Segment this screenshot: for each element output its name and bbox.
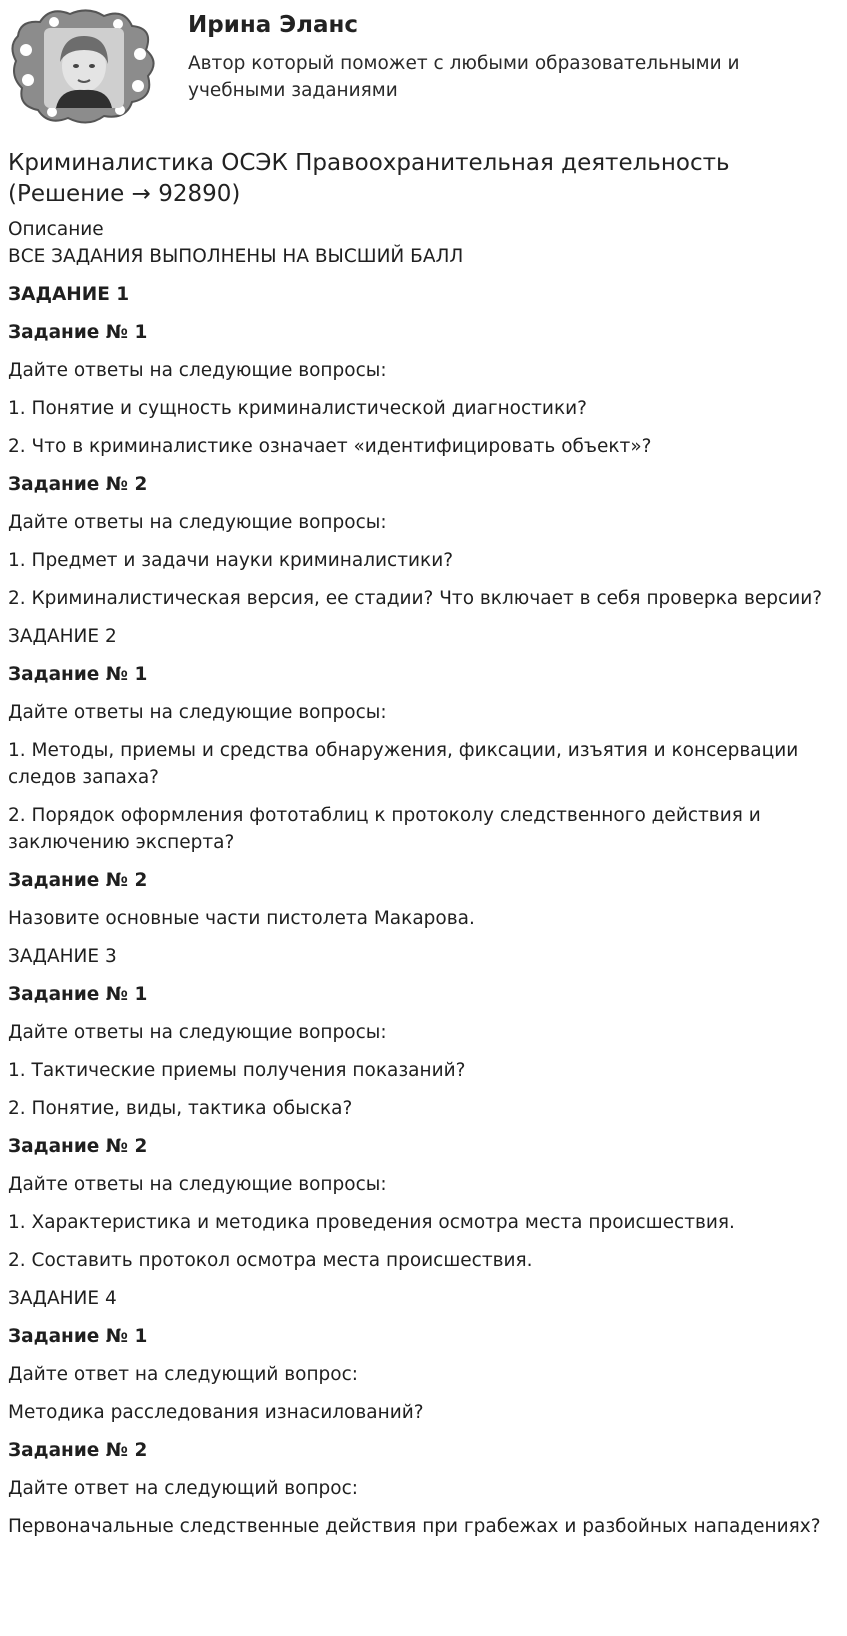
description-line: 1. Характеристика и методика проведения осмотра места происшествия. [8,1212,735,1233]
task-heading: ЗАДАНИЕ 1 [8,284,130,305]
description-line: Методика расследования изнасилований? [8,1402,424,1423]
description-line: Дайте ответы на следующие вопросы: [8,702,387,723]
description-line: 2. Криминалистическая версия, ее стадии? Что включает в себя проверка версии? [8,588,823,609]
description-line: 1. Предмет и задачи науки криминалистики? [8,550,454,571]
task-heading: Задание № 2 [8,1440,148,1461]
task-heading: Задание № 2 [8,1136,148,1157]
description-line: 2. Понятие, виды, тактика обыска? [8,1098,353,1119]
author-card [8,0,830,138]
task-heading: Задание № 2 [8,870,148,891]
description-line: 1. Тактические приемы получения показаний? [8,1060,466,1081]
author-description: Автор который поможет с любыми образовательными и учебными заданиями [188,53,740,101]
description-line: ЗАДАНИЕ 4 [8,1288,117,1309]
description-line: Дайте ответы на следующие вопросы: [8,1174,387,1195]
description-line: 2. Порядок оформления фототаблиц к протоколу следственного действия и заключению эксперта? [8,805,761,853]
description-line: 1. Понятие и сущность криминалистической диагностики? [8,398,587,419]
description-line: 2. Составить протокол осмотра места происшествия. [8,1250,533,1271]
description-label: Описание [8,219,104,240]
description-line: Дайте ответ на следующий вопрос: [8,1478,359,1499]
description-line: ЗАДАНИЕ 3 [8,946,117,967]
description-line: 2. Что в криминалистике означает «идентифицировать объект»? [8,436,652,457]
description-line: Дайте ответы на следующие вопросы: [8,360,387,381]
author-avatar[interactable] [8,6,160,128]
description-line: Дайте ответы на следующие вопросы: [8,1022,387,1043]
description-line: Назовите основные части пистолета Макарова. [8,908,475,929]
description-line: 1. Методы, приемы и средства обнаружения, фиксации, изъятия и консервации следов запаха? [8,740,799,788]
description-line: ЗАДАНИЕ 2 [8,626,117,647]
description-line: Дайте ответы на следующие вопросы: [8,512,387,533]
task-heading: Задание № 1 [8,322,148,343]
task-heading: Задание № 1 [8,664,148,685]
description-line: Дайте ответ на следующий вопрос: [8,1364,359,1385]
description-line: ВСЕ ЗАДАНИЯ ВЫПОЛНЕНЫ НА ВЫСШИЙ БАЛЛ [8,246,464,267]
task-heading: Задание № 1 [8,1326,148,1347]
description-line: Первоначальные следственные действия при грабежах и разбойных нападениях? [8,1516,821,1537]
task-heading: Задание № 2 [8,474,148,495]
description-body [8,243,830,1540]
author-name[interactable]: Ирина Эланс [188,12,359,38]
task-heading: Задание № 1 [8,984,148,1005]
product-title: Криминалистика ОСЭК Правоохранительная деятельность (Решение → 92890) [8,150,730,207]
